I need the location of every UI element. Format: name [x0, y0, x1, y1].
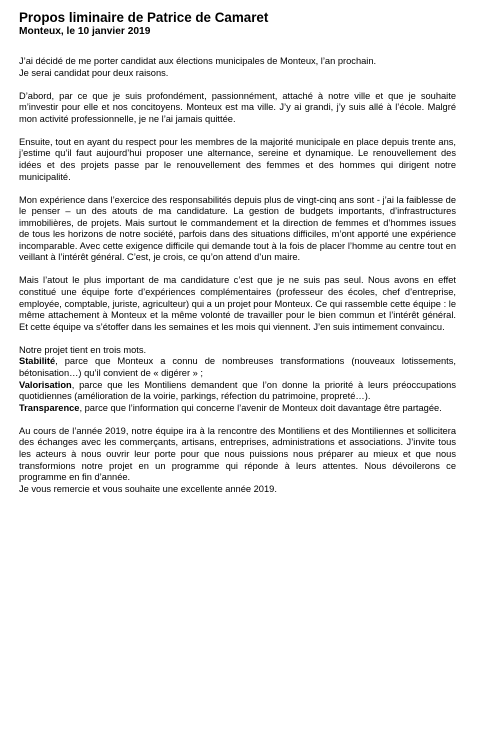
paragraph-text: , parce que les Montiliens demandent que l’on donne la priorité à leurs préoccupations quotidiennes (amélioration de la voirie, parkings, réfection du patrimoine, propreté…).: [19, 379, 456, 402]
keyword: Valorisation: [19, 379, 72, 390]
paragraph-line: [19, 137, 456, 183]
paragraph-text: , parce que l’information qui concerne l’avenir de Monteux doit davantage être partagée.: [79, 402, 442, 413]
paragraph: [19, 137, 456, 183]
paragraph-text: Je serai candidat pour deux raisons.: [19, 67, 169, 78]
paragraph-line: [19, 484, 456, 496]
paragraph-text: Mais l’atout le plus important de ma candidature c’est que je ne suis pas seul. Nous avons en effet constitué une équipe forte d’expériences complémentaires (professeur des écoles, chef d’entreprise, employée, comptable, juriste, agriculteur) qui a un projet pour Monteux. Ce qui rassemble cette équipe : le même attachement à Monteux et la même volonté de travailler pour le bien commun et l’intérêt général. Et cette équipe va s’étoffer dans les semaines et les mois qui viennent. J’en suis intimement convaincu.: [19, 275, 456, 332]
paragraph-text: Notre projet tient en trois mots.: [19, 344, 147, 355]
keyword: Transparence: [19, 402, 80, 413]
paragraph-text: D’abord, par ce que je suis profondément, passionnément, attaché à notre ville et que je souhaite m’investir pour elle et nos concitoyens. Monteux est ma ville. J’y ai grandi, j’y suis allé à l’école. Malgré mon activité professionnelle, je ne l’ai jamais quittée.: [19, 90, 456, 124]
paragraph: [19, 91, 456, 126]
paragraph-text: , parce que Monteux a connu de nombreuses transformations (nouveaux lotissements, bétonisation…) qu’il convient de « digérer » ;: [19, 356, 456, 379]
paragraph-text: J’ai décidé de me porter candidat aux élections municipales de Monteux, l’an prochain.: [19, 56, 377, 66]
paragraph-line: [19, 195, 456, 265]
paragraph-line: [19, 380, 456, 403]
paragraph-line: [19, 275, 456, 333]
document-title: Propos liminaire de Patrice de Camaret: [19, 10, 269, 25]
paragraph: [19, 56, 456, 79]
paragraph-text: Au cours de l’année 2019, notre équipe ira à la rencontre des Montiliens et des Montiliennes et sollicitera des échanges avec les commerçants, artisans, entreprises, administrations et associations. J’invite tous les acteurs à nous ouvrir leur porte pour que nous puissions nous préparer au mieux et que nous transformions notre projet en un programme qui réponde à leurs attentes. Nous dévoilerons ce programme en fin d’année.: [19, 425, 456, 483]
document-dateline: Monteux, le 10 janvier 2019: [19, 26, 151, 37]
document-body: [19, 56, 456, 495]
paragraph-text: Ensuite, tout en ayant du respect pour les membres de la majorité municipale en place depuis trente ans, j’estime qu’il faut aujourd’hui proposer une alternance, sereine et dynamique. Le renouvellement des idées et des projets passe par le renouvellement des femmes et des hommes qui dirigent notre municipalité.: [19, 136, 456, 182]
paragraph-line: [19, 356, 456, 379]
paragraph: [19, 275, 456, 333]
paragraph: [19, 195, 456, 265]
paragraph-line: [19, 56, 456, 68]
paragraph-line: [19, 403, 456, 415]
paragraph-line: [19, 91, 456, 126]
paragraph-line: [19, 345, 456, 357]
paragraph: [19, 426, 456, 496]
paragraph: [19, 345, 456, 415]
paragraph-line: [19, 68, 456, 80]
keyword: Stabilité: [19, 356, 56, 367]
paragraph-text: Mon expérience dans l’exercice des responsabilités depuis plus de vingt-cinq ans sont - j’ai la faiblesse de le penser – un des atouts de ma candidature. La gestion de budgets importants, d’infrastructures immobilières, de projets. Mais surtout le commandement et la direction de femmes et d’hommes issues de tous les horizons de notre société, parfois dans des situations difficiles, m’ont apporté une expérience incomparable. Avec cette exigence difficile qui demande tout à la fois de placer l’homme au centre tout en veillant à l’intérêt général. C’est, je crois, ce qu’on attend d’un maire.: [19, 194, 456, 263]
paragraph-line: [19, 426, 456, 484]
paragraph-text: Je vous remercie et vous souhaite une excellente année 2019.: [19, 483, 277, 494]
